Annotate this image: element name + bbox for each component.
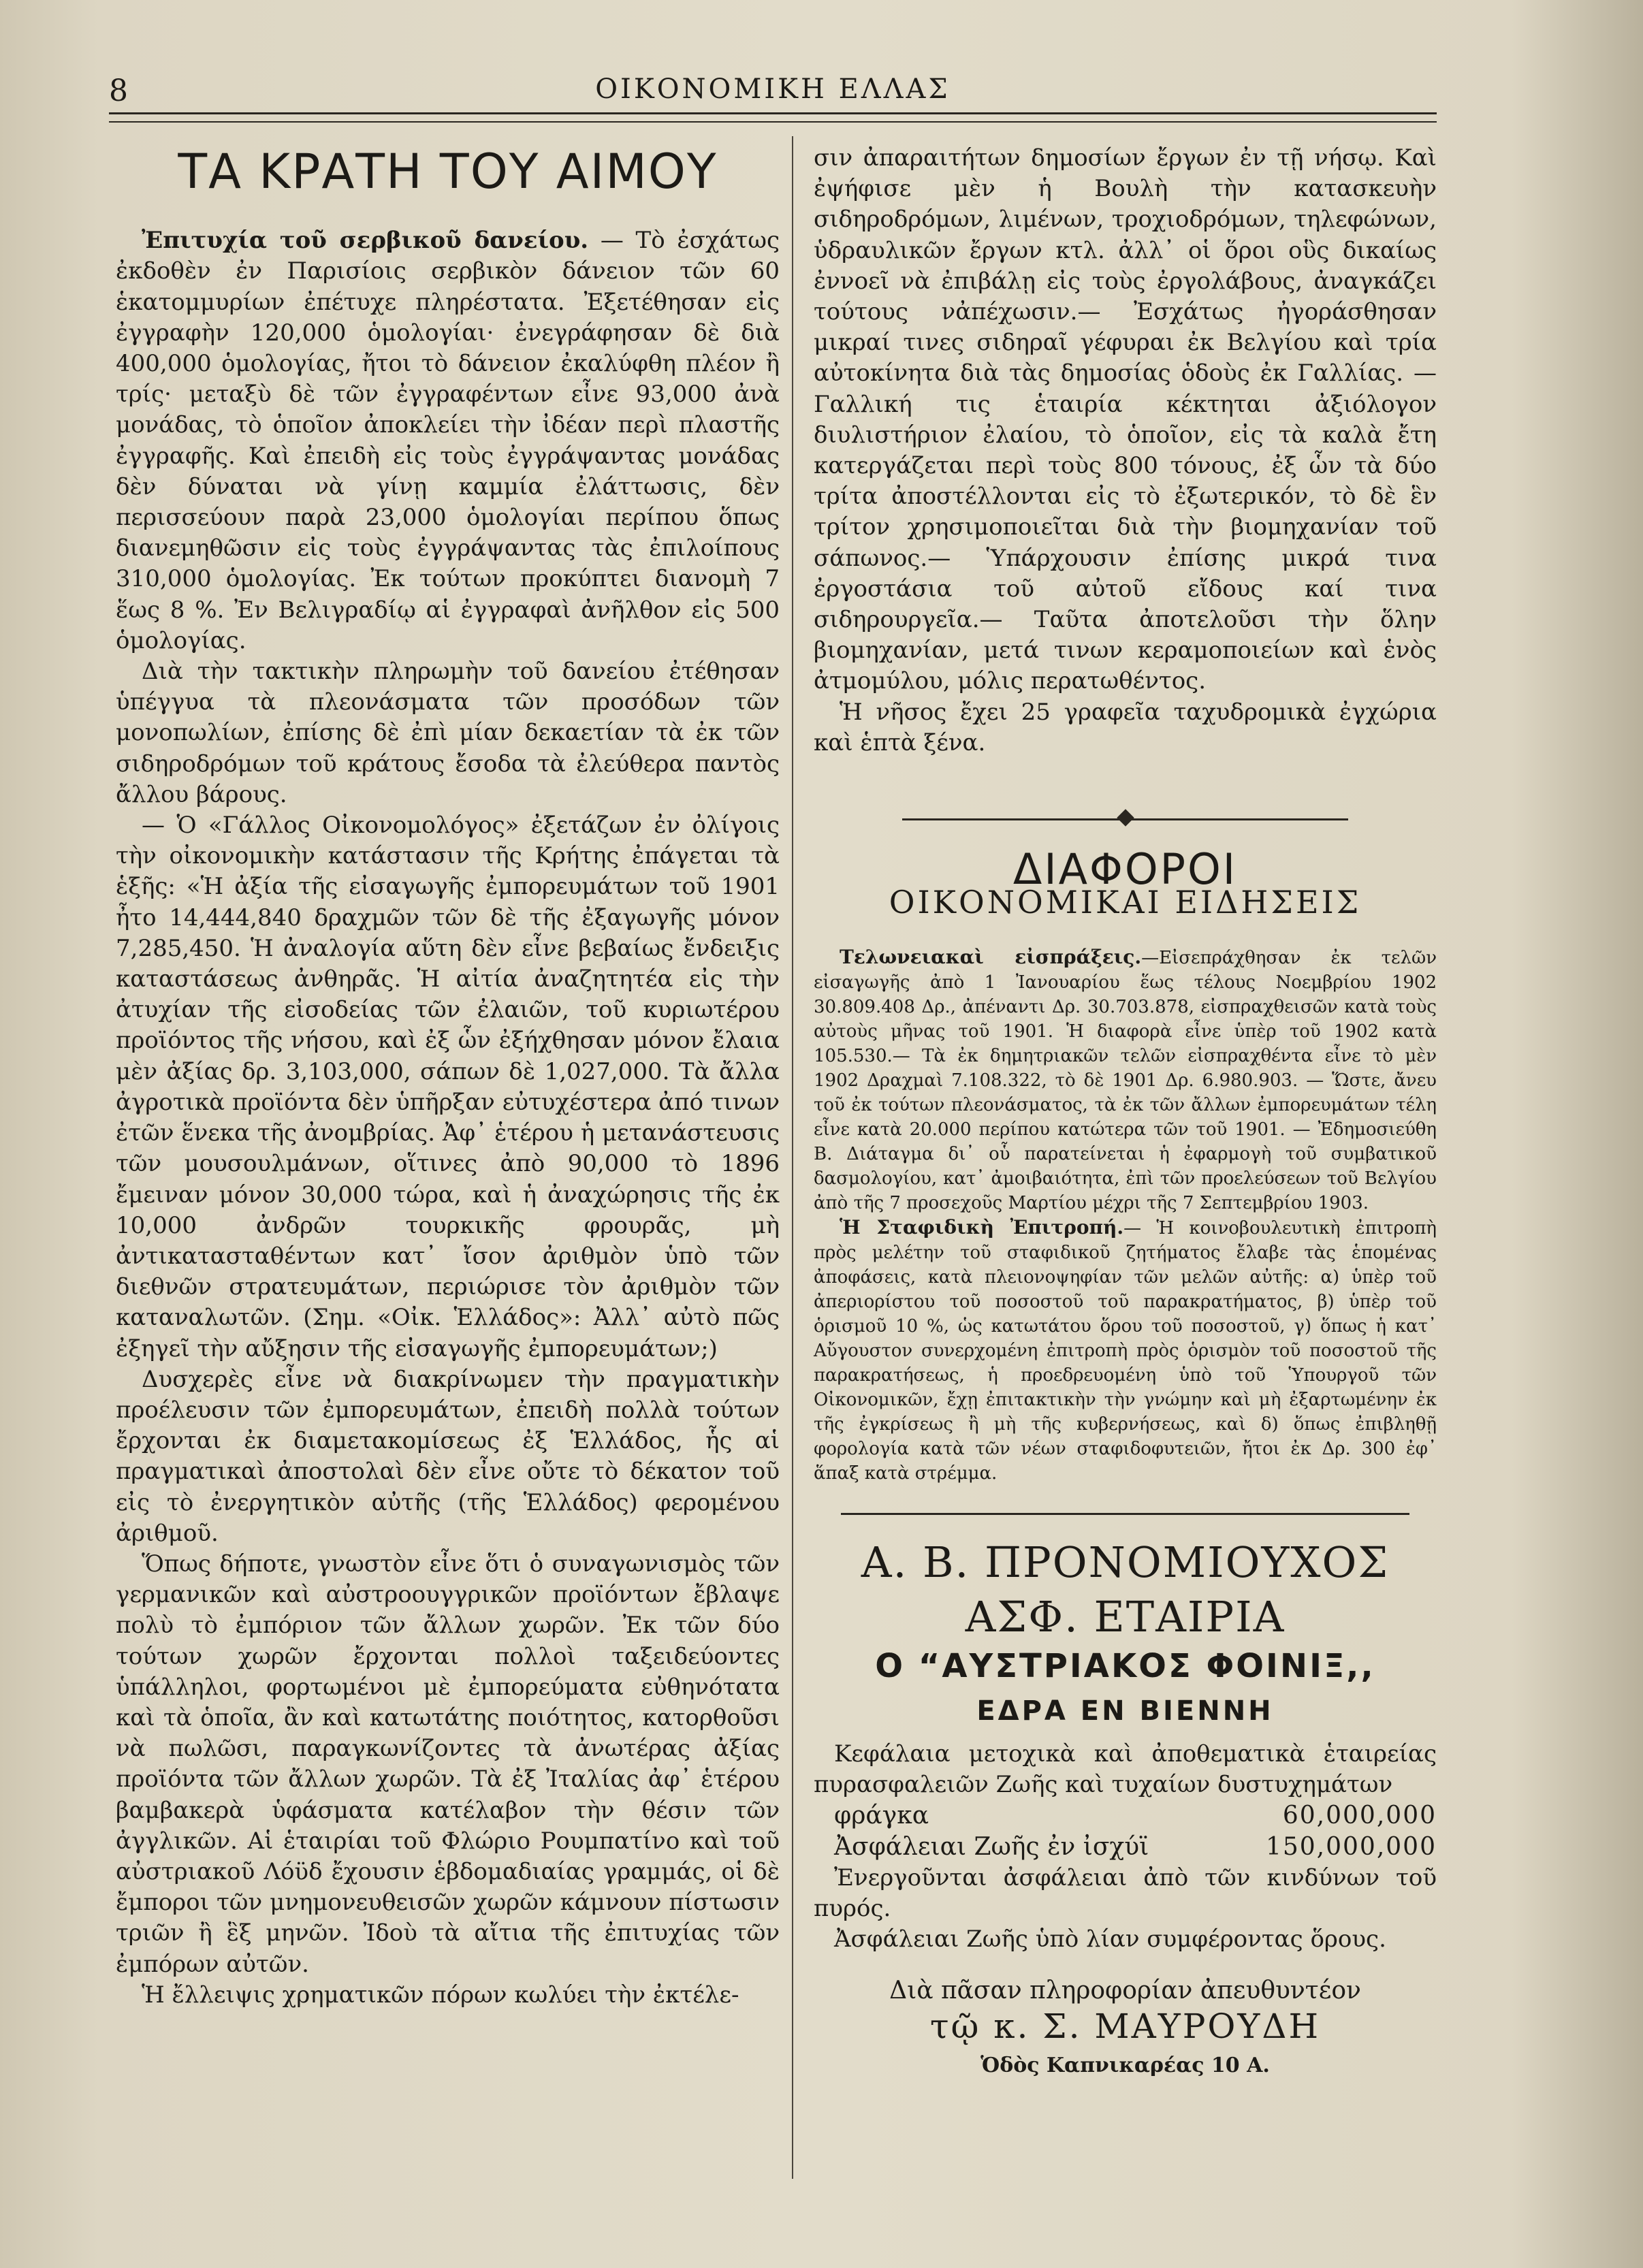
right-column <box>814 143 1437 2081</box>
section-divider <box>814 799 1437 840</box>
paragraph: Διὰ τὴν τακτικὴν πληρωμὴν τοῦ δανείου ἐτέθησαν ὑπέγγυα τὰ πλεονάσματα τῶν προσόδων τῶν μονοπωλίων, ἐπίσης δὲ ἐπὶ μίαν δεκαετίαν τὰ ἐκ τῶν σιδηροδρόμων τοῦ κράτους ἔσοδα τὰ ἐλεύθερα παντὸς ἄλλου βάρους. <box>116 658 780 808</box>
paragraph: σιν ἀπαραιτήτων δημοσίων ἔργων ἐν τῇ νήσῳ. Καὶ ἐψήφισε μὲν ἡ Βουλὴ τὴν κατασκευὴν σιδηροδρόμων, λιμένων, τροχιοδρόμων, τηλεφώνων, ὑδραυλικῶν ἔργων κτλ. ἀλλ᾽ οἱ ὅροι οὓς δικαίως ἐννοεῖ νὰ ἐπιβάλῃ εἰς τοὺς ἐργολάβους, ἀναγκάζει τούτους νἀπέχωσιν.— Ἐσχάτως ἠγοράσθησαν μικραί τινες σιδηραῖ γέφυραι ἐκ Βελγίου καὶ τρία αὐτοκίνητα διὰ τὰς δημοσίας ὁδοὺς ἐκ Γαλλίας. —Γαλλική τις ἑταιρία κέκτηται ἀξιόλογον διυλιστήριον ἐλαίου, τὸ ὁποῖον, εἰς τὰ καλὰ ἔτη κατεργάζεται περὶ τοὺς 800 τόνους, ἐξ ὧν τὰ δύο τρίτα ἀποστέλλονται εἰς τὸ ἐξωτερικόν, τὸ δὲ ἓν τρίτον χρησιμοποιεῖται διὰ τὴν βιομηχανίαν τοῦ σάπωνος.— Ὑπάρχουσιν ἐπίσης μικρά τινα ἐργοστάσια τοῦ αὐτοῦ εἴδους καί τινα σιδηρουργεῖα.— Ταῦτα ἀποτελοῦσι τὴν ὅλην βιομηχανίαν, μετά τινων κεραμοποιείων καὶ ἑνὸς ἀτμομύλου, μόλις περατωθέντος. <box>814 144 1437 695</box>
page-header <box>109 68 1437 123</box>
news-item <box>814 1215 1437 1486</box>
ad-line: Ἐνεργοῦνται ἀσφάλειαι ἀπὸ τῶν κινδύνων τοῦ πυρός. <box>814 1864 1437 1922</box>
diamond-ornament <box>1117 809 1134 826</box>
ad-life-row <box>814 1832 1437 1863</box>
section-subtitle: ΟΙΚΟΝΟΜΙΚΑΙ ΕΙΔΗΣΕΙΣ <box>889 884 1362 921</box>
news-items <box>814 945 1437 1486</box>
header-rule <box>109 112 1437 114</box>
paragraph: — Ὁ «Γάλλος Οἰκονομολόγος» ἐξετάζων ἐν ὀλίγοις τὴν οἰκονομικὴν κατάστασιν τῆς Κρήτης ἐπάγεται τὰ ἑξῆς: «Ἡ ἀξία τῆς εἰσαγωγῆς ἐμπορευμάτων τοῦ 1901 ἦτο 14,444,840 δραχμῶν τῶν δὲ τῆς ἐξαγωγῆς μόνον 7,285,450. Ἡ ἀναλογία αὕτη δὲν εἶνε βεβαίως ἔνδειξις καταστάσεως ἀνθηρᾶς. Ἡ αἰτία ἀναζητητέα εἰς τὴν ἀτυχίαν τῆς εἰσοδείας τῶν ἐλαιῶν, τοῦ κυριωτέρου προϊόντος τῆς νήσου, καὶ ἐξ ὧν ἐξήχθησαν μόνον ἔλαια μὲν ἀξίας δρ. 3,103,000, σάπων δὲ 1,027,000. Τὰ ἄλλα ἀγροτικὰ προϊόντα δὲν ὑπῆρξαν εὐτυχέστερα ἀπό τινων ἐτῶν ἕνεκα τῆς ἀνομβρίας. Ἀφ᾽ ἑτέρου ἡ μετανάστευσις τῶν μουσουλμάνων, οἵτινες ἀπὸ 90,000 τὸ 1896 ἔμειναν μόνον 30,000 τώρα, καὶ ἡ ἀναχώρησις τῆς ἐκ 10,000 ἀνδρῶν τουρκικῆς φρουρᾶς, μὴ ἀντικατασταθέντων κατ᾽ ἴσον ἀριθμὸν ὑπὸ τῶν διεθνῶν στρατευμάτων, περιώρισε τὸν ἀριθμὸν τῶν καταναλωτῶν. (Σημ. «Οἰκ. Ἑλλάδος»: Ἀλλ᾽ αὐτὸ πῶς ἐξηγεῖ τὴν αὔξησιν τῆς εἰσαγωγῆς ἐμπορευμάτων;) <box>116 812 780 1362</box>
ad-agent: τῷ κ. Σ. ΜΑΥΡΟΥΔΗ <box>929 2007 1321 2047</box>
ad-address: Ὁδὸς Καπνικαρέας 10 Α. <box>980 2054 1270 2078</box>
article-lead: Ἐπιτυχία τοῦ σερβικοῦ δανείου. <box>142 227 589 255</box>
ad-capital-value: 60,000,000 <box>1282 1801 1437 1830</box>
ad-body <box>814 1739 1437 1955</box>
news-text: —Εἰσεπράχθησαν ἐκ τελῶν εἰσαγωγῆς ἀπὸ 1 Ἰανουαρίου ἕως τέλους Νοεμβρίου 1902 30.809.408 Δρ., ἀπέναντι Δρ. 30.703.878, εἰσπραχθεισῶν κατὰ τοὺς αὐτοὺς μῆνας τοῦ 1901. Ἡ διαφορὰ εἶνε ὑπὲρ τοῦ 1902 κατὰ 105.530.— Τὰ ἐκ δημητριακῶν τελῶν εἰσπραχθέντα εἶνε τὸ μὲν 1902 Δραχμαὶ 7.108.322, τὸ δὲ 1901 Δρ. 6.980.903. — Ὥστε, ἄνευ τοῦ ἐκ τούτων πλεονάσματος, τὰ ἐκ τῶν ἄλλων ἐμπορευμάτων τέλη εἶνε κατὰ 20.000 περίπου κατώτερα τῶν τοῦ 1901. — Ἐδημοσιεύθη Β. Διάταγμα δι᾽ οὗ παρατείνεται ἡ ἐφαρμογὴ τοῦ συμβατικοῦ δασμολογίου, κατ᾽ ἀμοιβαιότητα, ἐπὶ τῶν προελεύσεων τοῦ Βελγίου ἀπὸ τῆς 7 προσεχοῦς Μαρτίου μέχρι τῆς 7 Σεπτεμβρίου 1903. <box>814 948 1437 1214</box>
ad-company: Α. Β. ΠΡΟΝΟΜΙΟΥΧΟΣ ΑΣΦ. ΕΤΑΙΡΙΑ <box>861 1537 1390 1642</box>
ad-contact: Διὰ πᾶσαν πληροφορίαν ἀπευθυντέον <box>889 1976 1361 2005</box>
ad-capital-unit: φράγκα <box>834 1801 929 1830</box>
paragraph: Ἡ νῆσος ἔχει 25 γραφεῖα ταχυδρομικὰ ἐγχώρια καὶ ἑπτὰ ξένα. <box>814 698 1437 756</box>
news-lead: Ἡ Σταφιδικὴ Ἐπιτροπή. <box>840 1216 1124 1239</box>
ad-capital-row <box>814 1800 1437 1832</box>
ad-life-label: Ἀσφάλειαι Ζωῆς ἐν ἰσχύϊ <box>834 1832 1149 1861</box>
ad-company-name: Ο “ΑΥΣΤΡΙΑΚΟΣ ΦΟΙΝΙΞ,, <box>875 1647 1375 1686</box>
running-head: ΟΙΚΟΝΟΜΙΚΗ ΕΛΛΑΣ <box>595 74 951 105</box>
paragraph-text: — Τὸ ἐσχάτως ἐκδοθὲν ἐν Παρισίοις σερβικὸν δάνειον τῶν 60 ἑκατομμυρίων ἐπέτυχε πληρέστατα. Ἐξετέθησαν εἰς ἐγγραφὴν 120,000 ὁμολογίαι· ἐνεγράφησαν δὲ διὰ 400,000 ὁμολογίας, ἤτοι τὸ δάνειον ἐκαλύφθη πλέον ἢ τρίς· μεταξὺ δὲ τῶν ἐγγραφέντων εἶνε 93,000 ἀνὰ μονάδας, τὸ ὁποῖον ἀποκλείει τὴν ἰδέαν περὶ πλαστῆς ἐγγραφῆς. Καὶ ἐπειδὴ εἰς τοὺς ἐγγράψαντας μονάδας δὲν δύναται νὰ γίνῃ καμμία ἐλάττωσις, δὲν περισσεύουν παρὰ 23,000 ὁμολογίαι περίπου ὅπως διανεμηθῶσιν εἰς τοὺς ἐγγράψαντας τὰς ἐπιλοίπους 310,000 ὁμολογίας. Ἐκ τούτων προκύπτει διανομὴ 7 ἕως 8 %. Ἐν Βελιγραδίῳ αἱ ἐγγραφαὶ ἀνῆλθον εἰς 500 ὁμολογίας. <box>116 227 780 654</box>
column-separator <box>792 136 793 2179</box>
header-rule-thin <box>109 121 1437 123</box>
advertisement-rule <box>841 1513 1409 1515</box>
page-number: 8 <box>109 74 128 108</box>
news-item <box>814 945 1437 1215</box>
ad-life-value: 150,000,000 <box>1265 1832 1437 1861</box>
paragraph: Ὅπως δήποτε, γνωστὸν εἶνε ὅτι ὁ συναγωνισμὸς τῶν γερμανικῶν καὶ αὐστροουγγρικῶν προϊόντων ἔβλαψε πολὺ τὸ ἐμπόριον τῶν ἄλλων χωρῶν. Ἐκ τῶν δύο τούτων χωρῶν ἔρχονται πολλοὶ ταξειδεύοντες ὑπάλληλοι, φορτωμένοι μὲ ἐμπορεύματα εὐθηνότατα καὶ τὰ ὁποῖα, ἂν καὶ κατωτάτης ποιότητος, κατορθοῦσι νὰ πωλῶσι, παραγκωνίζοντες τὰ ἀνωτέρας ἀξίας προϊόντα τῶν ἄλλων χωρῶν. Τὰ ἐξ Ἰταλίας ἀφ᾽ ἑτέρου βαμβακερὰ ὑφάσματα κατέλαβον τὴν θέσιν τῶν ἀγγλικῶν. Αἱ ἑταιρίαι τοῦ Φλώριο Ρουμπατίνο καὶ τοῦ αὐστριακοῦ Λόϋδ ἔχουσιν ἑβδομαδιαίας γραμμάς, οἱ δὲ ἔμποροι τῶν μνημονευθεισῶν χωρῶν κάμνουν πίστωσιν τριῶν ἢ ἓξ μηνῶν. Ἰδοὺ τὰ αἴτια τῆς ἐπιτυχίας τῶν ἐμπόρων αὐτῶν. <box>116 1550 780 1978</box>
paragraph: Ἡ ἔλλειψις χρηματικῶν πόρων κωλύει τὴν ἐκτέλε- <box>142 1981 739 2009</box>
news-text: — Ἡ κοινοβουλευτικὴ ἐπιτροπὴ πρὸς μελέτην τοῦ σταφιδικοῦ ζητήματος ἔλαβε τὰς ἑπομένας ἀποφάσεις, κατὰ πλειονοψηφίαν τῶν μελῶν αὐτῆς: α) ὑπὲρ τοῦ ἀπεριορίστου τοῦ ποσοστοῦ τοῦ παρακρατήματος, β) ὑπὲρ τοῦ ὁρισμοῦ 10 %, ὡς κατωτάτου ὅρου τοῦ ποσοστοῦ, γ) ὅπως ἡ κατ᾽ Αὔγουστον συνερχομένη ἐπιτροπὴ πρὸς ὁρισμὸν τοῦ ποσοστοῦ τῆς παρακρατήσεως, ἡ προεδρευομένη ὑπὸ τοῦ Ὑπουργοῦ τῶν Οἰκονομικῶν, ἔχῃ ἐπιτακτικὴν τὴν γνώμην καὶ μὴ ἐξαρτωμένην ἐκ τῆς ἐγκρίσεως ἢ μὴ τῆς κυβερνήσεως, καὶ δ) ὅπως ἐπιβληθῇ φορολογία κατὰ τῶν νέων σταφιδοφυτειῶν, ἤτοι ἐκ Δρ. 300 ἐφ᾽ ἅπαξ κατὰ στρέμμα. <box>814 1218 1437 1484</box>
ad-capital-label: Κεφάλαια μετοχικὰ καὶ ἀποθεματικὰ ἑταιρείας πυρασφαλειῶν Ζωῆς καὶ τυχαίων δυστυχημάτων <box>814 1740 1437 1798</box>
paragraph <box>116 225 780 656</box>
section-title: ΔΙΑΦΟΡΟΙ <box>1012 844 1238 895</box>
advertisement <box>814 1535 1437 2081</box>
ad-seat: ΕΔΡΑ ΕΝ ΒΙΕΝΝΗ <box>976 1695 1274 1727</box>
ad-line: Ἀσφάλειαι Ζωῆς ὑπὸ λίαν συμφέροντας ὅρους. <box>834 1925 1386 1953</box>
left-column <box>116 143 780 2011</box>
news-lead: Τελωνειακαὶ εἰσπράξεις. <box>840 946 1142 969</box>
article-title: ΤΑ ΚΡΑΤΗ ΤΟΥ ΑΙΜΟΥ <box>178 144 718 199</box>
paragraph: Δυσχερὲς εἶνε νὰ διακρίνωμεν τὴν πραγματικὴν προέλευσιν τῶν ἐμπορευμάτων, ἐπειδὴ πολλὰ τούτων ἔρχονται ἐκ διαμετακομίσεως ἐξ Ἑλλάδος, ἧς αἱ πραγματικαὶ ἀποστολαὶ δὲν εἶνε οὔτε τὸ δέκατον τοῦ εἰς τὸ ἐνεργητικὸν αὐτῆς (τῆς Ἑλλάδος) φερομένου ἀριθμοῦ. <box>116 1365 780 1547</box>
